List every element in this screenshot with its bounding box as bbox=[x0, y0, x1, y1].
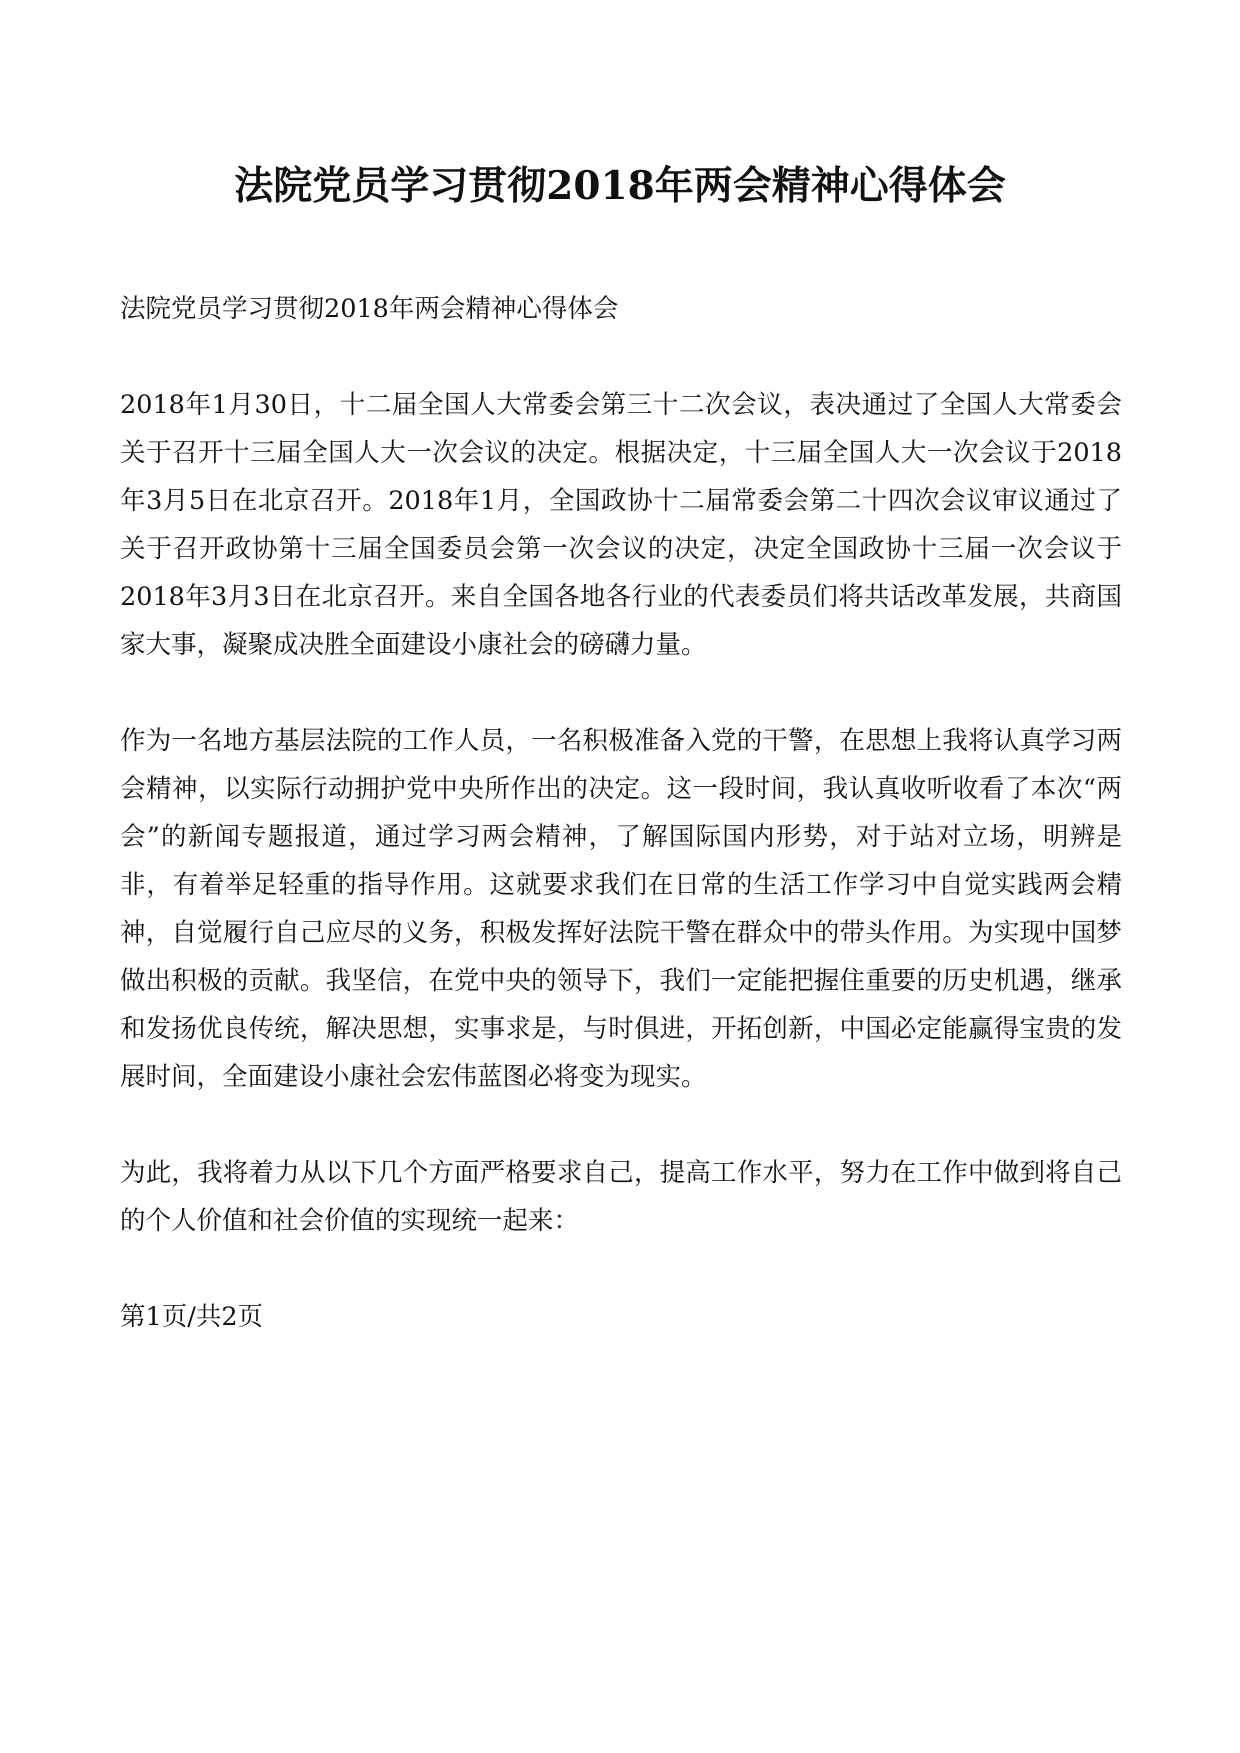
paragraph-meeting-dates: 2018年1月30日，十二届全国人大常委会第三十二次会议，表决通过了全国人大常委会关于召开十三届全国人大一次会议的决定。根据决定，十三届全国人大一次会议于2018年3月5日在北京召开。2018年1月，全国政协十二届常委会第二十四次会议审议通过了关于召开政协第十三届全国委员会第一次会议的决定，决定全国政协十三届一次会议于2018年3月3日在北京召开。来自全国各地各行业的代表委员们将共话改革发展，共商国家大事，凝聚成决胜全面建设小康社会的磅礴力量。 bbox=[120, 390, 1122, 660]
page-number: 第1页/共2页 bbox=[120, 1302, 264, 1332]
paragraph-personal-study: 作为一名地方基层法院的工作人员，一名积极准备入党的干警，在思想上我将认真学习两会精神，以实际行动拥护党中央所作出的决定。这一段时间，我认真收听收看了本次“两会”的新闻专题报道，通过学习两会精神，了解国际国内形势，对于站对立场，明辨是非，有着举足轻重的指导作用。这就要求我们在日常的生活工作学习中自觉实践两会精神，自觉履行自己应尽的义务，积极发挥好法院干警在群众中的带头作用。为实现中国梦做出积极的贡献。我坚信，在党中央的领导下，我们一定能把握住重要的历史机遇，继承和发扬优良传统，解决思想，实事求是，与时俱进，开拓创新，中国必定能赢得宝贵的发展时间，全面建设小康社会宏伟蓝图必将变为现实。 bbox=[120, 726, 1122, 1092]
document-subtitle: 法院党员学习贯彻2018年两会精神心得体会 bbox=[120, 294, 619, 324]
paragraph-work-goals: 为此，我将着力从以下几个方面严格要求自己，提高工作水平，努力在工作中做到将自己的个人价值和社会价值的实现统一起来： bbox=[120, 1158, 1122, 1236]
document-title: 法院党员学习贯彻2018年两会精神心得体会 bbox=[234, 163, 1006, 209]
